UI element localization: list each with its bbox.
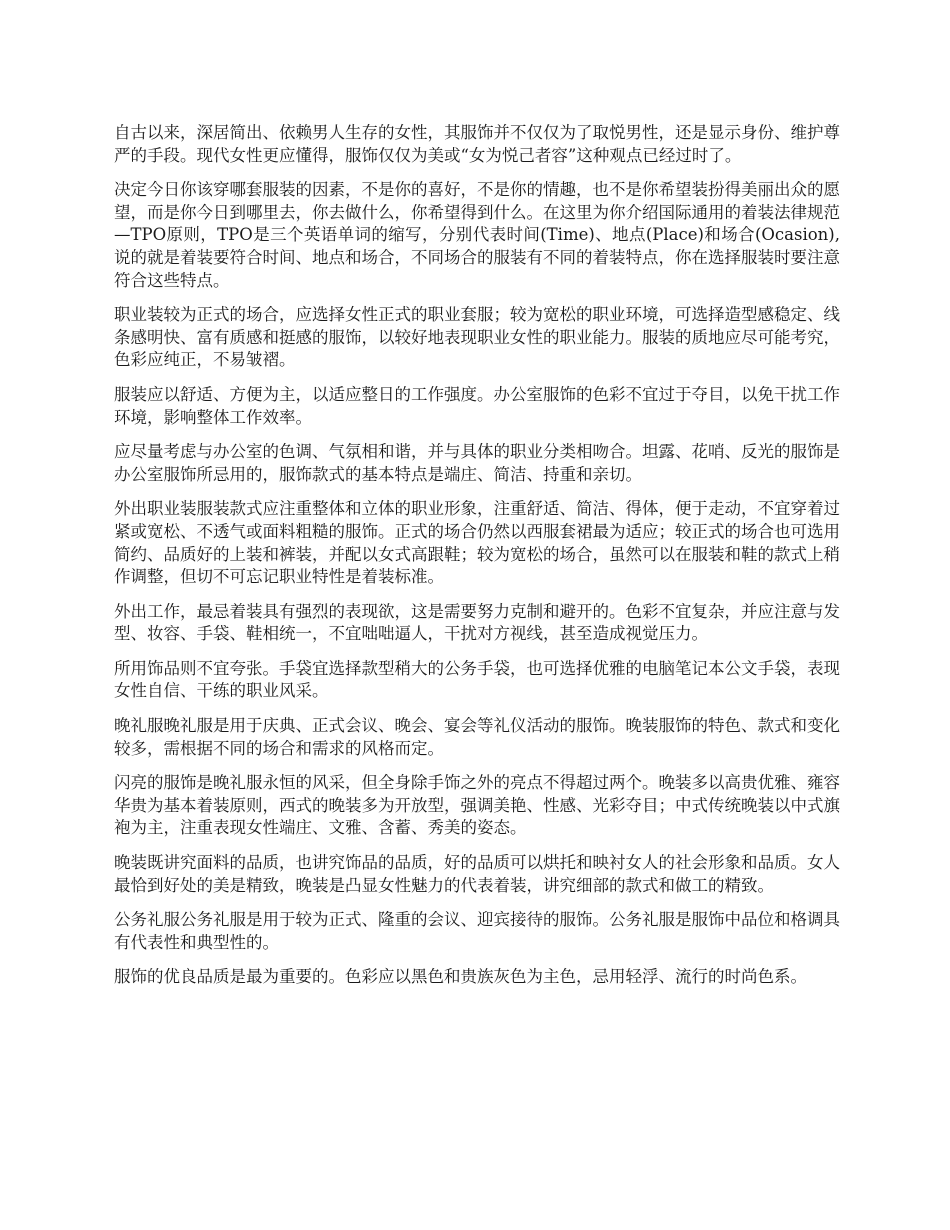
paragraph-tpo-principle: 决定今日你该穿哪套服装的因素，不是你的喜好，不是你的情趣，也不是你希望装扮得美丽出众的愿望，而是你今日到哪里去，你去做什么，你希望得到什么。在这里为你介绍国际通用的着装法律规范—TPO原则，TPO是三个英语单词的缩写，分别代表时间(Time)、地点(Place)和场合(Ocasion),说的就是着装要符合时间、地点和场合，不同场合的服装有不同的着装特点，你在选择服装时要注意符合这些特点。 [114,180,840,290]
paragraph-outing-workwear: 外出职业装服装款式应注重整体和立体的职业形象，注重舒适、简洁、得体，便于走动，不宜穿着过紧或宽松、不透气或面料粗糙的服饰。正式的场合仍然以西服套裙最为适应；较正式的场合也可选用简约、品质好的上装和裤装，并配以女式高跟鞋；较为宽松的场合，虽然可以在服装和鞋的款式上稍作调整，但切不可忘记职业特性是着装标准。 [114,499,840,587]
paragraph-evening-shine: 闪亮的服饰是晚礼服永恒的风采，但全身除手饰之外的亮点不得超过两个。晚装多以高贵优雅、雍容华贵为基本着装原则，西式的晚装多为开放型，强调美艳、性感、光彩夺目；中式传统晚装以中式旗袍为主，注重表现女性端庄、文雅、含蓄、秀美的姿态。 [114,773,840,838]
paragraph-business-dress: 公务礼服公务礼服是用于较为正式、隆重的会议、迎宾接待的服饰。公务礼服是服饰中品位和格调具有代表性和典型性的。 [114,910,840,952]
paragraph-work-formal: 职业装较为正式的场合，应选择女性正式的职业套服；较为宽松的职业环境，可选择造型感稳定、线条感明快、富有质感和挺感的服饰，以较好地表现职业女性的职业能力。服装的质地应尽可能考究，色彩应纯正，不易皱褶。 [114,305,840,370]
paragraph-business-quality: 服饰的优良品质是最为重要的。色彩应以黑色和贵族灰色为主色，忌用轻浮、流行的时尚色系。 [114,967,807,987]
paragraph-outing-restraint: 外出工作，最忌着装具有强烈的表现欲，这是需要努力克制和避开的。色彩不宜复杂，并应注意与发型、妆容、手袋、鞋相统一，不宜咄咄逼人，干扰对方视线，甚至造成视觉压力。 [114,601,840,644]
paragraph-office-harmony: 应尽量考虑与办公室的色调、气氛相和谐，并与具体的职业分类相吻合。坦露、花哨、反光的服饰是办公室服饰所忌用的，服饰款式的基本特点是端庄、简洁、持重和亲切。 [114,442,840,484]
paragraph-work-comfort: 服装应以舒适、方便为主，以适应整日的工作强度。办公室服饰的色彩不宜过于夺目，以免干扰工作环境，影响整体工作效率。 [114,384,840,427]
paragraph-intro: 自古以来，深居简出、依赖男人生存的女性，其服饰并不仅仅为了取悦男性，还是显示身份、维护尊严的手段。现代女性更应懂得，服饰仅仅为美或“女为悦己者容”这种观点已经过时了。 [114,123,840,165]
paragraph-evening-dress: 晚礼服晚礼服是用于庆典、正式会议、晚会、宴会等礼仪活动的服饰。晚装服饰的特色、款式和变化较多，需根据不同的场合和需求的风格而定。 [114,716,840,758]
paragraph-accessories: 所用饰品则不宜夸张。手袋宜选择款型稍大的公务手袋，也可选择优雅的电脑笔记本公文手袋，表现女性自信、干练的职业风采。 [114,658,840,701]
document-body [114,122,840,1001]
paragraph-evening-quality: 晚装既讲究面料的品质，也讲究饰品的品质，好的品质可以烘托和映衬女人的社会形象和品质。女人最恰到好处的美是精致，晚装是凸显女性魅力的代表着装，讲究细部的款式和做工的精致。 [114,853,840,895]
